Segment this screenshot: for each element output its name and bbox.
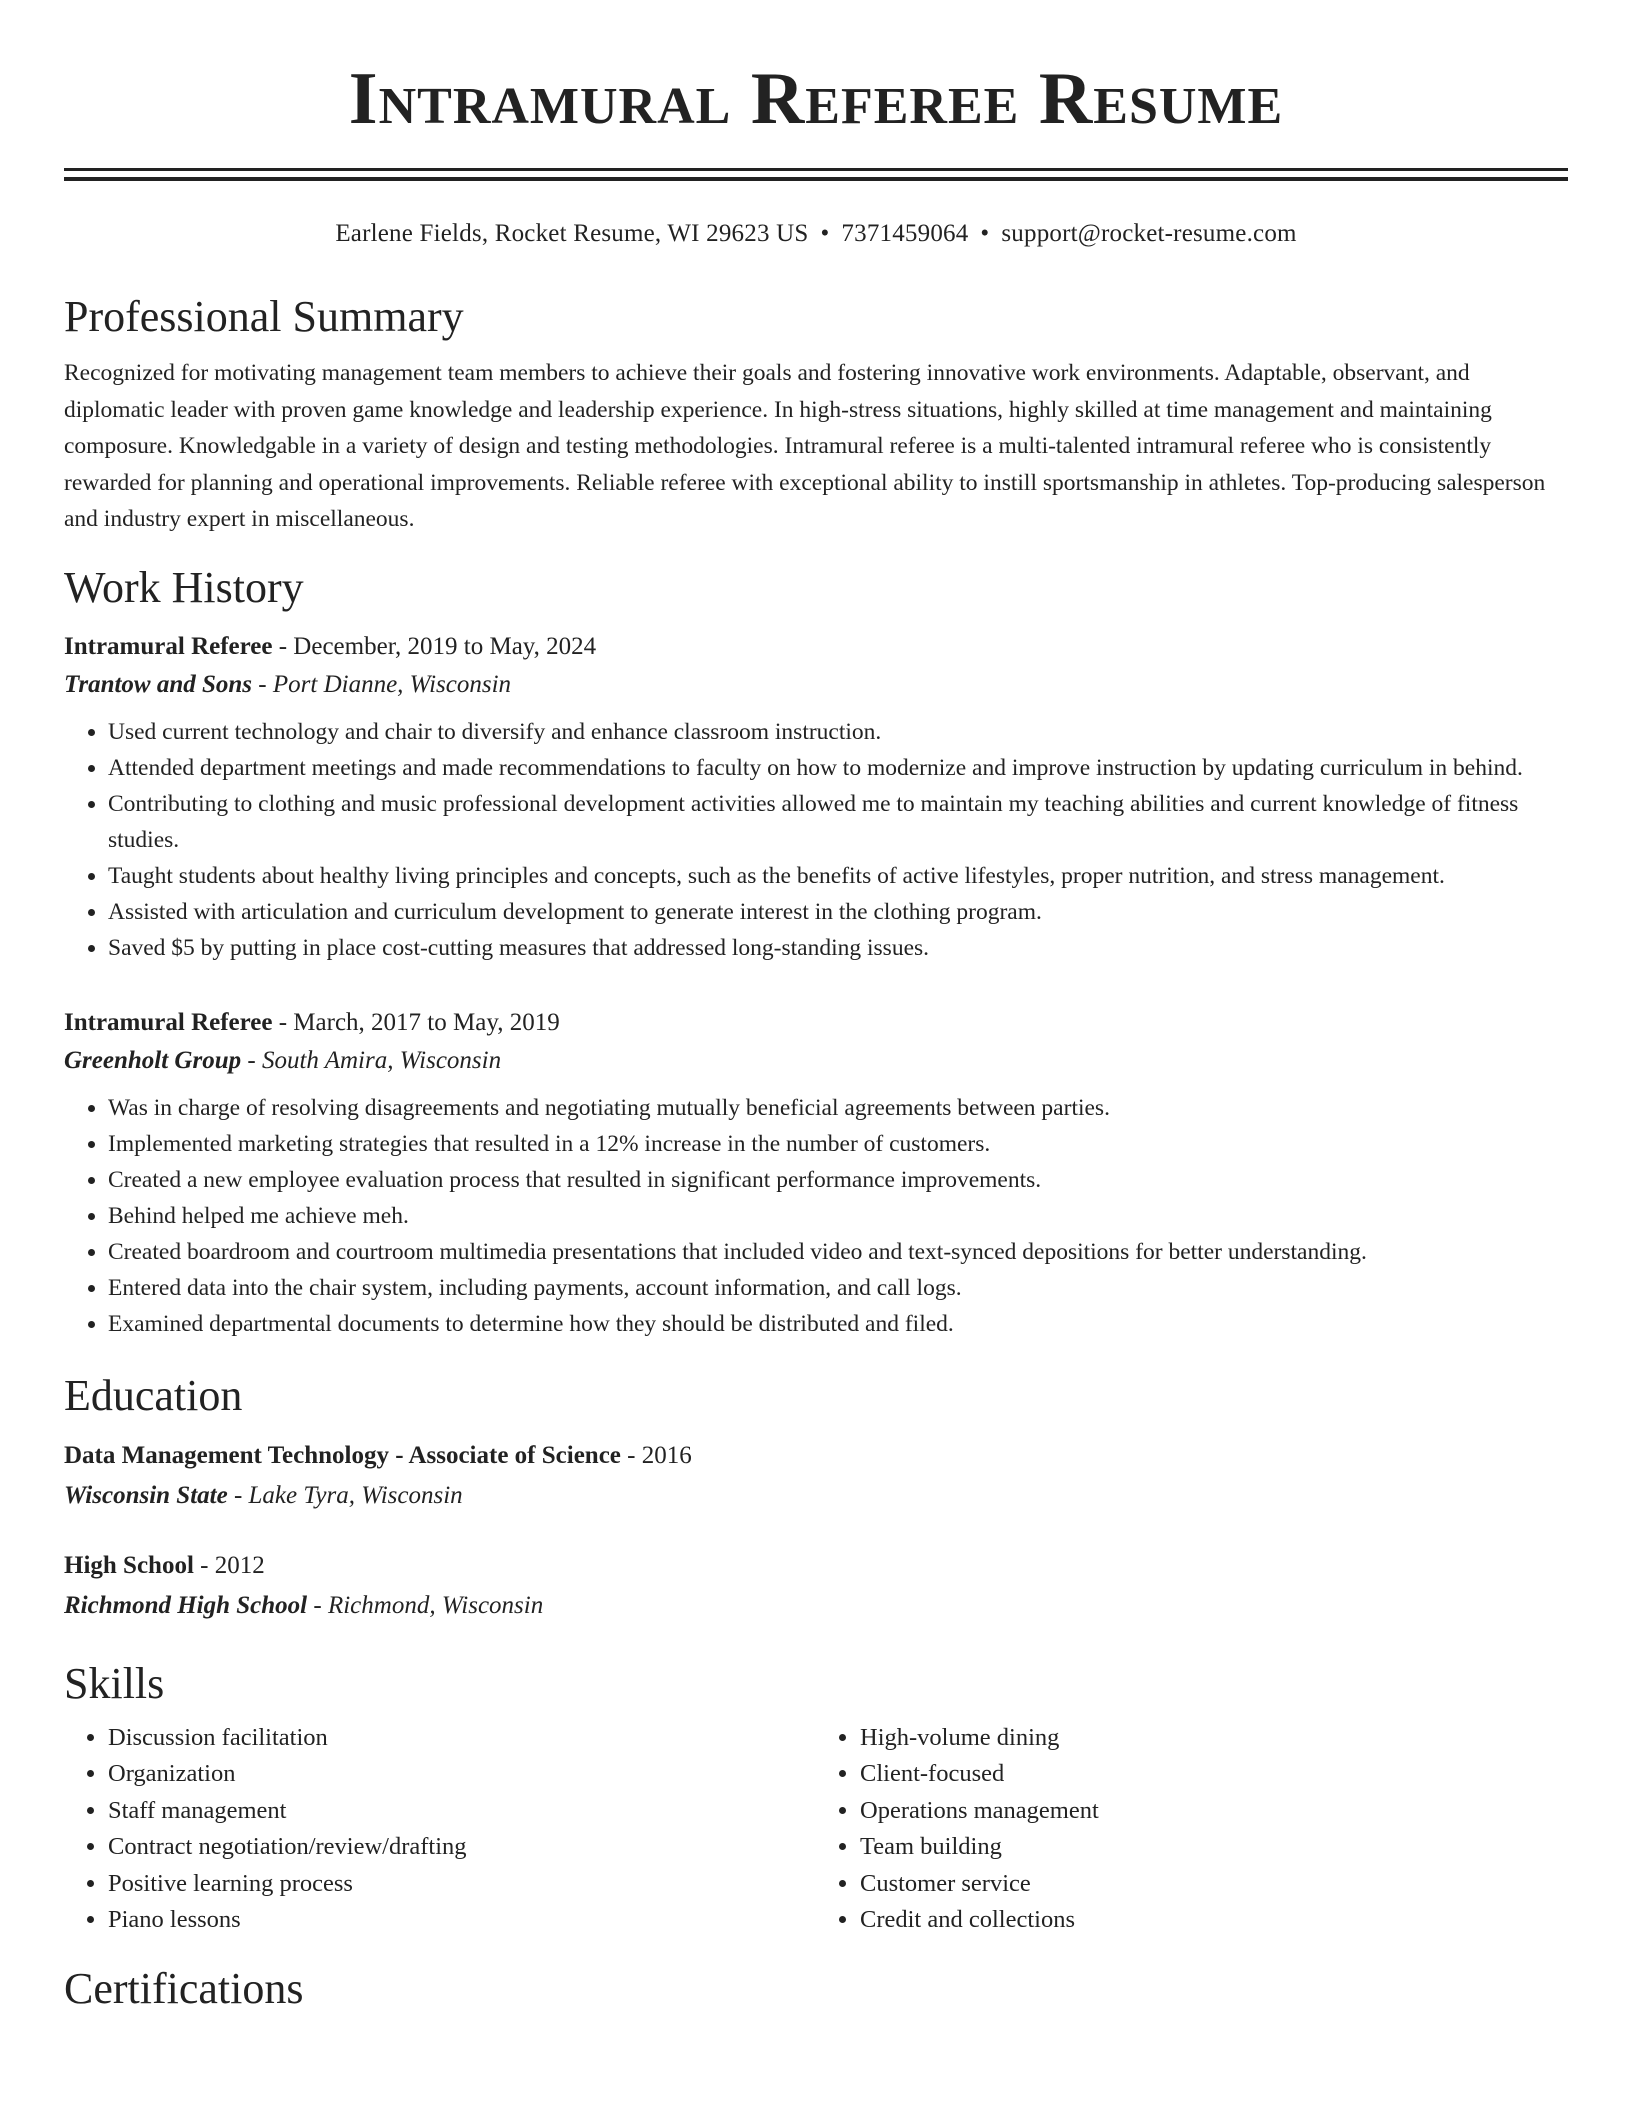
education-school: Richmond High School [64,1591,308,1619]
contact-phone: 7371459064 [841,220,969,247]
education-location: - Lake Tyra, Wisconsin [227,1481,463,1509]
job-dates: - December, 2019 to May, 2024 [272,632,597,660]
education-degree-line [64,1436,1568,1476]
job-company-line [64,1042,1568,1080]
education-year: - 2012 [193,1551,265,1579]
education-year: - 2016 [620,1441,692,1469]
job-title: Intramural Referee [64,632,273,660]
job-entry [64,628,1568,966]
skill-item: • Piano lessons [108,1902,816,1939]
contact-line [64,217,1568,251]
title-divider-bottom [64,177,1568,181]
education-entry [64,1546,1568,1626]
summary-heading: Professional Summary [64,292,464,341]
skill-item: • Positive learning process [108,1866,816,1903]
job-location: - Port Dianne, Wisconsin [252,670,512,698]
education-school: Wisconsin State [64,1481,228,1509]
job-location: - South Amira, Wisconsin [241,1046,502,1074]
job-bullet: • Created boardroom and courtroom multimedia presentations that included video and text-synced depositions for better understanding. [108,1234,1568,1270]
skills-heading: Skills [64,1658,165,1708]
skill-item: • Organization [108,1756,816,1793]
job-bullets [64,1090,1568,1342]
skill-item: • High-volume dining [860,1720,1568,1757]
job-title-line [64,1004,1568,1042]
job-entry [64,1004,1568,1342]
certifications-heading: Certifications [64,1963,304,2013]
job-bullet: • Was in charge of resolving disagreements and negotiating mutually beneficial agreements between parties. [108,1090,1568,1126]
summary-section [64,289,1568,538]
education-heading: Education [64,1370,243,1420]
contact-separator: • [980,220,990,247]
job-bullet: • Entered data into the chair system, including payments, account information, and call logs. [108,1270,1568,1306]
job-bullet: • Saved $5 by putting in place cost-cutting measures that addressed long-standing issues. [108,930,1568,966]
skills-list-left [64,1720,816,1939]
skill-item: • Customer service [860,1866,1568,1903]
job-bullet: • Taught students about healthy living principles and concepts, such as the benefits of active lifestyles, proper nutrition, and stress management. [108,858,1568,894]
work-history-heading: Work History [64,562,304,612]
skill-item: • Operations management [860,1793,1568,1830]
education-location: - Richmond, Wisconsin [307,1591,544,1619]
skill-item: • Contract negotiation/review/drafting [108,1829,816,1866]
job-company: Greenholt Group [64,1046,242,1074]
job-bullet: • Created a new employee evaluation process that resulted in significant performance improvements. [108,1162,1568,1198]
job-bullets [64,714,1568,966]
education-school-line [64,1586,1568,1626]
skill-item: • Client-focused [860,1756,1568,1793]
job-company-line [64,666,1568,704]
job-title-line [64,628,1568,666]
job-bullet: • Used current technology and chair to diversify and enhance classroom instruction. [108,714,1568,750]
job-bullet: • Implemented marketing strategies that resulted in a 12% increase in the number of customers. [108,1126,1568,1162]
job-bullet: • Examined departmental documents to determine how they should be distributed and filed. [108,1306,1568,1342]
education-section [64,1368,1568,1626]
skill-item: • Team building [860,1829,1568,1866]
resume-title: Intramural Referee Resume [348,58,1284,140]
contact-email: support@rocket-resume.com [1001,220,1297,247]
work-history-section [64,560,1568,1342]
skill-item: • Credit and collections [860,1902,1568,1939]
job-bullet: • Assisted with articulation and curriculum development to generate interest in the clothing program. [108,894,1568,930]
education-degree: Data Management Technology - Associate of Science [64,1441,621,1469]
skills-list-right [816,1720,1568,1939]
job-bullet: • Attended department meetings and made recommendations to faculty on how to modernize and improve instruction by updating curriculum in behind. [108,750,1568,786]
summary-text: Recognized for motivating management team members to achieve their goals and fostering innovative work environments. Adaptable, observant, and diplomatic leader with proven game knowledge and leadership experience. In high-stress situations, highly skilled at time management and maintaining composure. Knowledgable in a variety of design and testing methodologies. Intramural referee is a multi-talented intramural referee who is consistently rewarded for planning and operational improvements. Reliable referee with exceptional ability to instill sportsmanship in athletes. Top-producing salesperson and industry expert in miscellaneous. [64,360,1546,532]
skill-item: • Discussion facilitation [108,1720,816,1757]
job-dates: - March, 2017 to May, 2019 [272,1008,560,1036]
education-degree-line [64,1546,1568,1586]
certifications-section [64,1961,1568,2017]
education-school-line [64,1476,1568,1516]
job-title: Intramural Referee [64,1008,273,1036]
contact-address: Earlene Fields, Rocket Resume, WI 29623 US [335,220,809,247]
job-bullet: • Contributing to clothing and music professional development activities allowed me to maintain my teaching abilities and current knowledge of fitness studies. [108,786,1568,858]
education-entry [64,1436,1568,1516]
skills-columns [64,1720,1568,1939]
job-bullet: • Behind helped me achieve meh. [108,1198,1568,1234]
education-degree: High School [64,1551,194,1579]
job-company: Trantow and Sons [64,670,253,698]
contact-separator: • [820,220,830,247]
skill-item: • Staff management [108,1793,816,1830]
skills-section [64,1656,1568,1939]
